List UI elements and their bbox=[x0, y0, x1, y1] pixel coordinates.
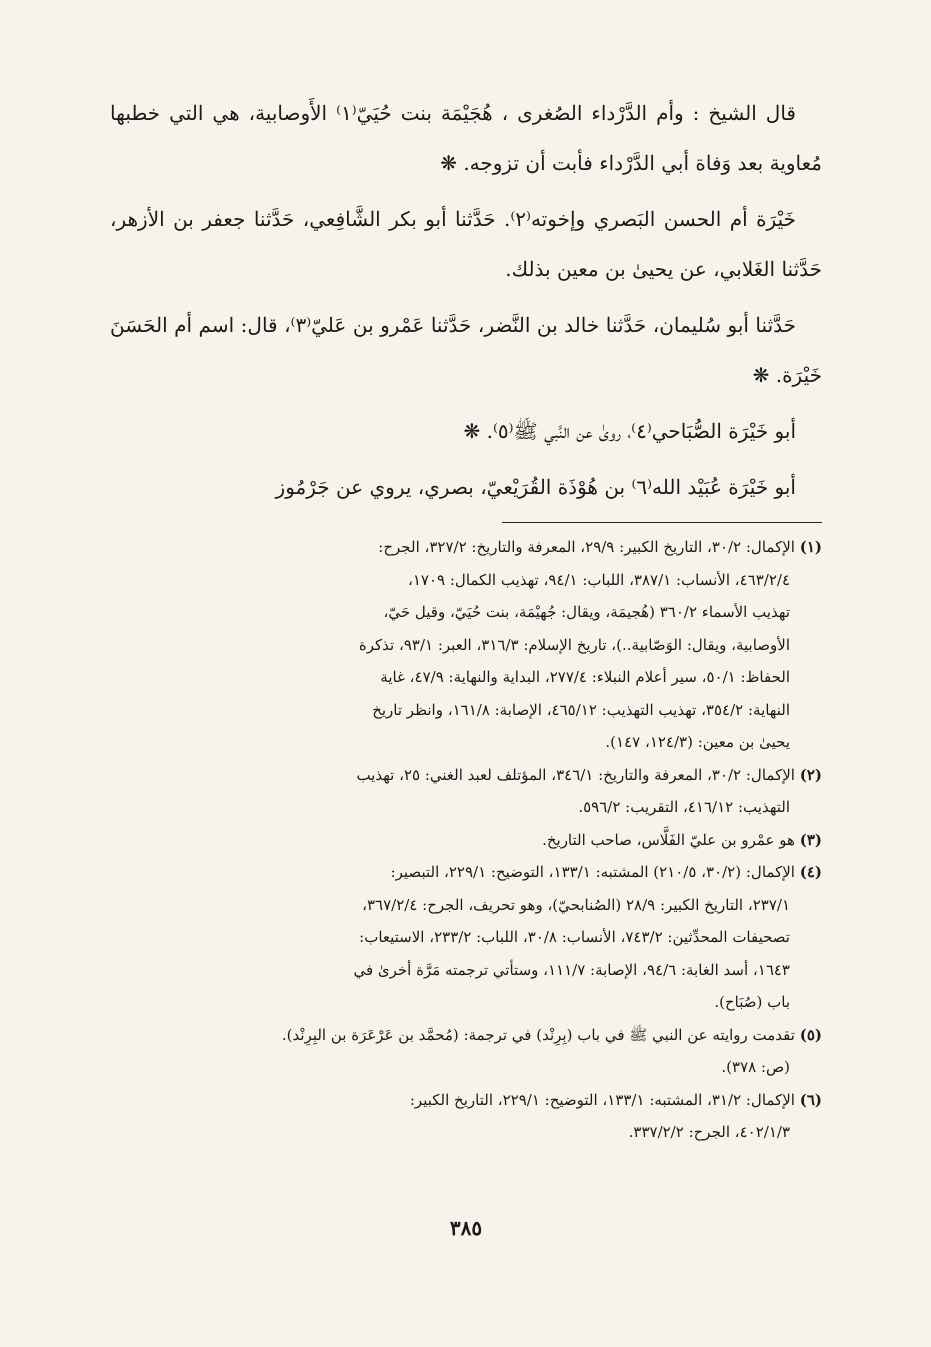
footnote-number: (٣) bbox=[799, 830, 822, 849]
footnote-line: هو عمْرو بن عليّ الفَلَّاس، صاحب التاريخ. bbox=[542, 830, 795, 849]
footnote-number: (٦) bbox=[799, 1090, 822, 1109]
footnotes bbox=[110, 531, 822, 1149]
main-text bbox=[110, 88, 822, 512]
footnote-divider bbox=[502, 522, 822, 523]
footnote-line: باب (صُبَاح). bbox=[714, 993, 790, 1011]
footnote-line: الإكمال: ٣٠/٢، التاريخ الكبير: ٢٩/٩، المعرفة والتاريخ: ٣٢٧/٢، الجرح: bbox=[378, 538, 795, 556]
footnote-line: ٢٣٧/١، التاريخ الكبير: ٢٨/٩ (الصُنابحيّ)، وهو تحريف، الجرح: ٣٦٧/٢/٤، bbox=[362, 895, 790, 914]
main-paragraph-5: أبو خَيْرَة عُبَيْد الله⁽٦⁾ بن هُوْذَة القُرَيْعيّ، بصري، يروي عن جَرْمُوز bbox=[275, 475, 796, 499]
footnote-line: ٤٦٣/٢/٤، الأنساب: ٣٨٧/١، اللباب: ٩٤/١، تهذيب الكمال: ١٧٠٩، bbox=[408, 570, 790, 589]
footnote-line: الأوصابية، ويقال: الوَصّابية..)، تاريخ الإسلام: ٣١٦/٣، العبر: ٩٣/١، تذكرة bbox=[358, 635, 790, 654]
footnote-line: (ص: ٣٧٨). bbox=[721, 1058, 790, 1076]
footnote-number: (٥) bbox=[799, 1025, 822, 1044]
page-number: ٣٨٥ bbox=[449, 1216, 483, 1240]
footnote-2 bbox=[110, 759, 822, 824]
footnote-line: الإكمال: (٣٠/٢، ٢١٠/٥) المشتبه: ١٣٣/١، التوضيح: ٢٢٩/١، التبصير: bbox=[390, 863, 795, 881]
footnote-4 bbox=[110, 856, 822, 1019]
footnote-line: ٤٠٢/١/٣، الجرح: ٣٣٧/٢/٢. bbox=[628, 1123, 790, 1141]
footnote-number: (١) bbox=[799, 538, 822, 556]
footnote-line: الإكمال: ٣٠/٢، المعرفة والتاريخ: ٣٤٦/١، المؤتلف لعبد الغني: ٢٥، تهذيب bbox=[356, 765, 795, 784]
footnote-line: النهاية: ٣٥٤/٢، تهذيب التهذيب: ٤٦٥/١٢، الإصابة: ١٦١/٨، وانظر تاريخ bbox=[372, 700, 790, 719]
footnote-line: يحيىٰ بن معين: (١٢٤/٣، ١٤٧). bbox=[605, 733, 790, 751]
main-paragraph-3: حَدَّثنا أبو سُليمان، حَدَّثنا خالد بن النَّضر، حَدَّثنا عَمْرو بن عَليّ⁽٣⁾، قال: اسم أم الحَسَنَ خَيْرَة. ❋ bbox=[110, 313, 822, 387]
footnote-line: تهذيب الأسماء ٣٦٠/٢ (هُجيمَة، ويقال: جُهيْمَة، بنت حُيَيّ، وقيل حَيّ، bbox=[383, 603, 790, 621]
footnote-3 bbox=[110, 824, 822, 857]
footnote-line: الإكمال: ٣١/٢، المشتبه: ١٣٣/١، التوضيح: ٢٢٩/١، التاريخ الكبير: bbox=[409, 1090, 795, 1109]
main-paragraph-1: قال الشيخ : وأم الدَّرْداء الصُغرى ، هُجَيْمَة بنت حُيَيّ⁽١⁾ الأَوصابية، هي التي خطبها مُعاوية بعد وَفاة أبي الدَّرْداء فأبت أن تزوجه. ❋ bbox=[110, 101, 822, 175]
footnote-line: ١٦٤٣، أسد الغابة: ٩٤/٦، الإصابة: ١١١/٧، وستأتي ترجمته مَرَّة أخرىٰ في bbox=[353, 960, 790, 979]
main-paragraph-2: خَيْرَة أم الحسن البَصري وإخوته⁽٢⁾. حَدَّثنا أبو بكر الشَّافِعي، حَدَّثنا جعفر بن الأزهر، حَدَّثنا الغَلابي، عن يحيىٰ بن معين بذلك. bbox=[110, 207, 822, 281]
footnote-line: الحفاظ: ٥٠/١، سير أعلام النبلاء: ٢٧٧/٤، البداية والنهاية: ٤٧/٩، غاية bbox=[380, 668, 790, 686]
footnote-line: تصحيفات المحدِّثين: ٧٤٣/٢، الأنساب: ٣٠/٨، اللباب: ٢٣٣/٢، الاستيعاب: bbox=[359, 928, 790, 946]
footnote-line: تقدمت روايته عن النبي ﷺ في باب (بِرِنْد) في ترجمة: (مُحمَّد بن عَرْعَرَة بن البِرِنْد). bbox=[281, 1025, 795, 1044]
footnote-6 bbox=[110, 1084, 822, 1149]
main-paragraph-4: أبو خَيْرَة الصُّبَاحي⁽٤⁾، روىٰ عن النَّبي ﷺ⁽٥⁾. ❋ bbox=[463, 419, 796, 443]
footnote-line: التهذيب: ٤١٦/١٢، التقريب: ٥٩٦/٢. bbox=[578, 798, 790, 816]
footnote-number: (٢) bbox=[799, 765, 822, 784]
book-page bbox=[110, 88, 822, 1308]
footnote-1 bbox=[110, 531, 822, 759]
footnote-5 bbox=[110, 1019, 822, 1084]
footnote-number: (٤) bbox=[799, 863, 822, 881]
